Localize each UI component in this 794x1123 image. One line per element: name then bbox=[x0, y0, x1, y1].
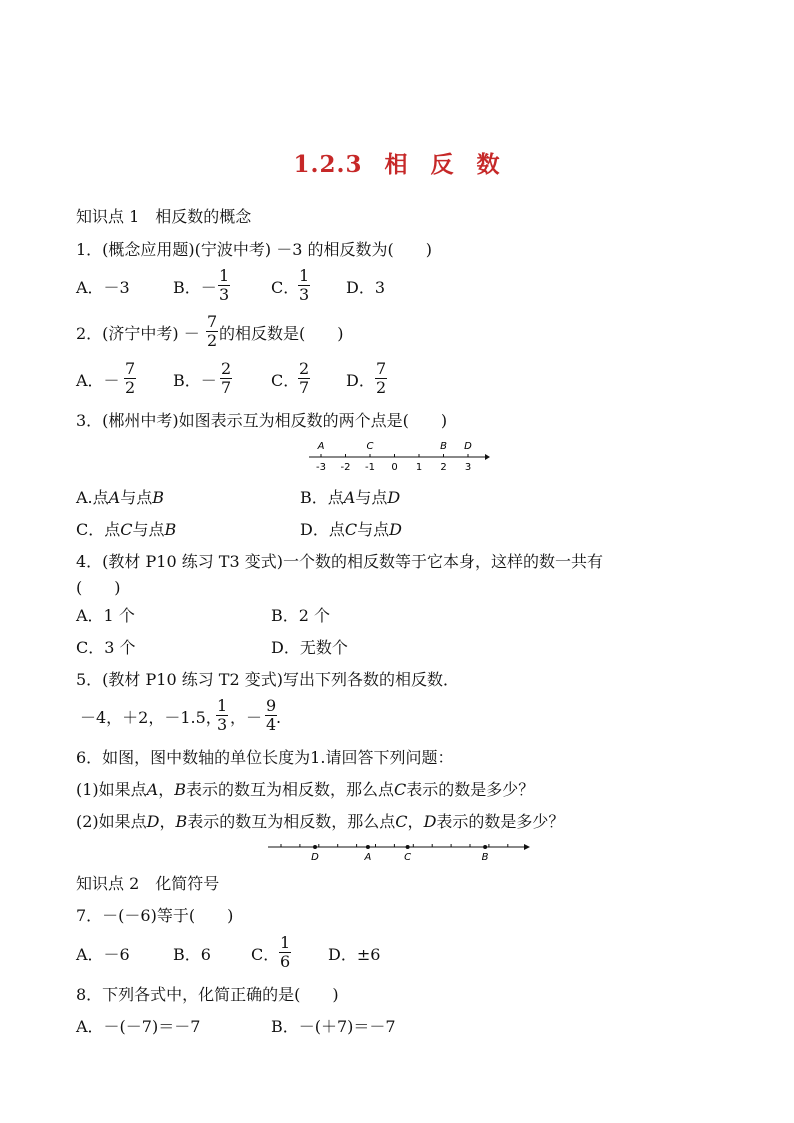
point-label: A bbox=[364, 852, 372, 863]
q5-number-list: －4，＋2，－1.5， bbox=[80, 708, 222, 727]
q1-option-b: B．－ bbox=[173, 278, 217, 297]
q3-option-d: D．点C与点D bbox=[300, 520, 402, 539]
q3-stem: 3．(郴州中考)如图表示互为相反数的两个点是( ) bbox=[76, 411, 448, 430]
q7-option-c: C． bbox=[251, 945, 280, 964]
q1-option-c: C． bbox=[271, 278, 300, 297]
point-dot bbox=[483, 845, 487, 849]
q5-separator: ，－ bbox=[230, 708, 263, 727]
section-heading-2: 知识点 2 化简符号 bbox=[76, 874, 220, 893]
point-label: D bbox=[311, 852, 319, 863]
q2-stem-fraction: 7 2 bbox=[207, 312, 218, 350]
q1-option-d: D．3 bbox=[346, 278, 386, 297]
q4-option-c: C．3 个 bbox=[76, 638, 136, 657]
q2-option-d-fraction: 7 2 bbox=[376, 359, 387, 397]
q2-option-c-fraction: 2 7 bbox=[299, 359, 310, 397]
point-label: B bbox=[481, 852, 489, 863]
q5-stem: 5．(教材 P10 练习 T2 变式)写出下列各数的相反数． bbox=[76, 670, 459, 689]
tick-label: 2 bbox=[440, 462, 447, 473]
q8-option-b: B．－(＋7)＝－7 bbox=[271, 1017, 396, 1036]
q8-option-a: A．－(－7)＝－7 bbox=[76, 1017, 201, 1036]
q6-stem: 6．如图，图中数轴的单位长度为1.请回答下列问题： bbox=[76, 748, 454, 767]
q2-stem-suffix: 的相反数是( ) bbox=[219, 324, 344, 343]
point-label: C bbox=[366, 441, 374, 452]
q6-sub-1: (1)如果点A，B表示的数互为相反数，那么点C表示的数是多少？ bbox=[76, 780, 535, 799]
point-dot bbox=[406, 845, 410, 849]
q2-option-a: A．－ bbox=[76, 371, 120, 390]
q4-stem: 4．(教材 P10 练习 T3 变式)一个数的相反数等于它本身，这样的数一共有 bbox=[76, 552, 603, 571]
q5-fraction-2: 9 4 bbox=[266, 696, 277, 734]
tick-label: -3 bbox=[316, 462, 326, 473]
q6-number-line bbox=[266, 838, 531, 864]
point-label: C bbox=[404, 852, 412, 863]
q6-sub-2: (2)如果点D，B表示的数互为相反数，那么点C，D表示的数是多少？ bbox=[76, 812, 565, 831]
q8-stem: 8．下列各式中，化简正确的是( ) bbox=[76, 985, 339, 1004]
q2-option-b: B．－ bbox=[173, 371, 217, 390]
page-title: 1.2.3 相 反 数 bbox=[293, 151, 501, 178]
q7-option-b: B．6 bbox=[173, 945, 211, 964]
q2-stem-prefix: 2．(济宁中考) － bbox=[76, 324, 200, 343]
q7-option-c-fraction: 1 6 bbox=[280, 933, 291, 971]
section-heading-1: 知识点 1 相反数的概念 bbox=[76, 207, 252, 226]
q2-option-d: D． bbox=[346, 371, 375, 390]
q2-option-b-fraction: 2 7 bbox=[221, 359, 232, 397]
tick-label: -2 bbox=[340, 462, 351, 473]
q7-stem: 7．－(－6)等于( ) bbox=[76, 906, 234, 925]
point-dot bbox=[366, 845, 370, 849]
q7-option-d: D．±6 bbox=[328, 945, 381, 964]
q1-stem: 1．(概念应用题)(宁波中考) －3 的相反数为( ) bbox=[76, 240, 432, 259]
point-label: A bbox=[317, 441, 325, 452]
q2-option-a-fraction: 7 2 bbox=[125, 359, 136, 397]
q5-fraction-1: 1 3 bbox=[217, 696, 228, 734]
q7-option-a: A．－6 bbox=[76, 945, 130, 964]
q1-option-b-fraction: 1 3 bbox=[219, 266, 230, 304]
q4-option-b: B．2 个 bbox=[271, 606, 331, 625]
q3-number-line bbox=[305, 438, 490, 476]
q1-option-c-fraction: 1 3 bbox=[299, 266, 310, 304]
q3-option-b: B．点A与点D bbox=[300, 488, 401, 507]
tick-label: 1 bbox=[415, 462, 423, 473]
q4-option-d: D．无数个 bbox=[271, 638, 348, 657]
tick-label: 3 bbox=[464, 462, 472, 473]
q5-end: . bbox=[276, 708, 282, 727]
q4-stem-paren: ( ) bbox=[76, 578, 121, 597]
tick-label: -1 bbox=[365, 462, 375, 473]
q1-option-a: A．－3 bbox=[76, 278, 130, 297]
q3-option-c: C．点C与点B bbox=[76, 520, 177, 539]
q4-option-a: A．1 个 bbox=[76, 606, 135, 625]
point-dot bbox=[313, 845, 317, 849]
q3-option-a: A.点A与点B bbox=[76, 488, 164, 507]
point-label: D bbox=[464, 441, 472, 452]
q2-option-c: C． bbox=[271, 371, 300, 390]
tick-label: 0 bbox=[391, 462, 398, 473]
point-label: B bbox=[440, 441, 447, 452]
